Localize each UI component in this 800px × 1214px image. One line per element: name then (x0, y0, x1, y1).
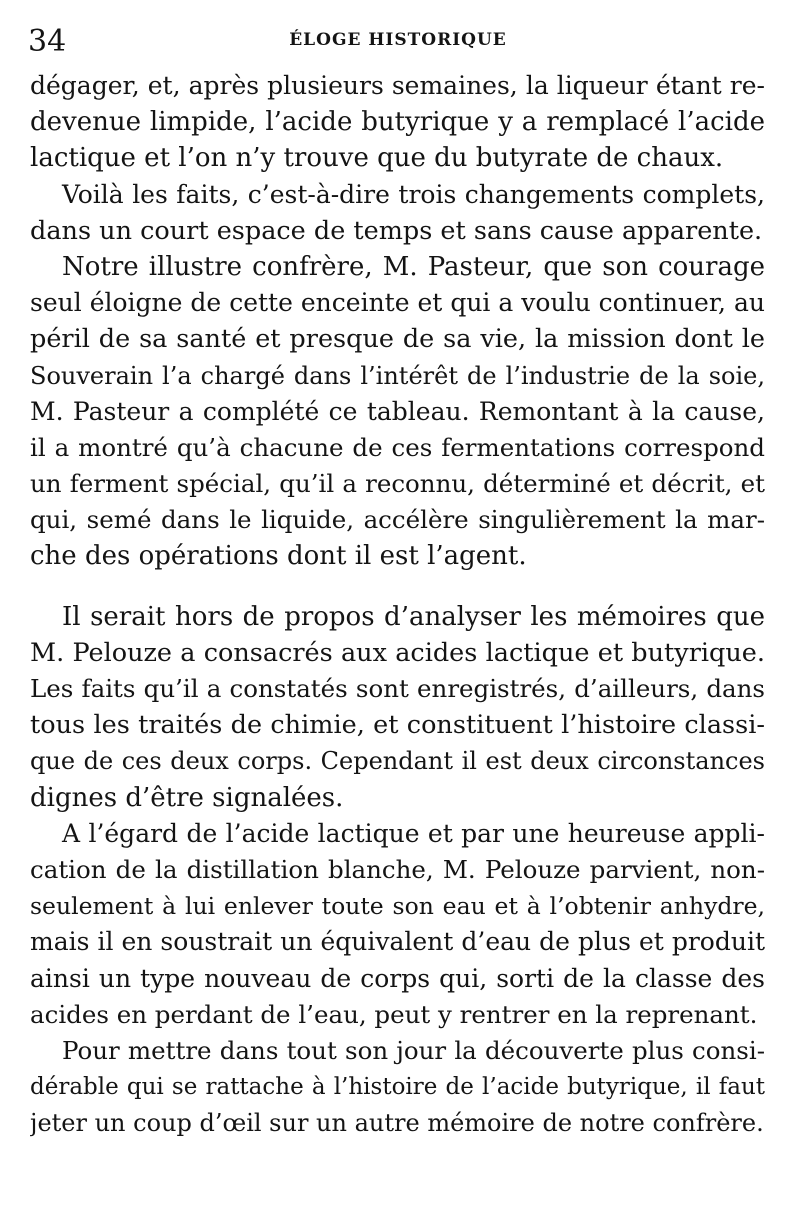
text-line: Pour mettre dans tout son jour la découverte plus consi- (62, 1035, 765, 1065)
text-line: que de ces deux corps. Cependant il est deux circonstances (30, 747, 765, 776)
text-line: seul éloigne de cette enceinte et qui a voulu continuer, au (30, 288, 765, 318)
text-line: Souverain l’a chargé dans l’intérêt de l’industrie de la soie, (30, 361, 765, 390)
text-line: péril de sa santé et presque de sa vie, la mission dont le (30, 324, 765, 355)
text-line: tous les traités de chimie, et constituent l’histoire classi- (30, 710, 765, 741)
text-line: che des opérations dont il est l’agent. (30, 541, 527, 572)
page-header (28, 22, 768, 62)
text-line: qui, semé dans le liquide, accélère singulièrement la mar- (30, 505, 765, 535)
text-line: il a montré qu’à chacune de ces fermentations correspond (30, 432, 765, 462)
paragraph (30, 816, 765, 1033)
page-number: 34 (28, 24, 67, 59)
text-line: Voilà les faits, c’est-à-dire trois changements complets, (62, 179, 765, 209)
text-line: dérable qui se rattache à l’histoire de l’acide butyrique, il faut (30, 1074, 765, 1101)
text-line: M. Pelouze a consacrés aux acides lactique et butyrique. (30, 637, 765, 668)
paragraph (30, 1033, 765, 1142)
text-line: seulement à lui enlever toute son eau et à l’obtenir anhydre, (30, 892, 765, 921)
text-line: acides en perdant de l’eau, peut y rentrer en la reprenant. (30, 999, 758, 1029)
paragraph (30, 177, 765, 249)
text-line: Les faits qu’il a constatés sont enregistrés, d’ailleurs, dans (30, 674, 765, 703)
text-line: cation de la distillation blanche, M. Pelouze parvient, non- (30, 854, 765, 884)
text-line: dans un court espace de temps et sans cause apparente. (30, 215, 763, 246)
text-line: dégager, et, après plusieurs semaines, la liqueur étant re- (30, 71, 765, 100)
text-line: lactique et l’on n’y trouve que du butyrate de chaux. (30, 143, 724, 174)
text-line: Notre illustre confrère, M. Pasteur, que son courage (62, 251, 765, 282)
text-line: jeter un coup d’œil sur un autre mémoire de notre confrère. (30, 1109, 764, 1138)
body-text (30, 68, 765, 1141)
running-title: ÉLOGE HISTORIQUE (289, 30, 507, 50)
text-line: un ferment spécial, qu’il a reconnu, déterminé et décrit, et (30, 469, 765, 499)
text-line: mais il en soustrait un équivalent d’eau de plus et produit (30, 927, 765, 957)
text-line: devenue limpide, l’acide butyrique y a remplacé l’acide (30, 107, 765, 138)
paragraph-gap (30, 575, 765, 599)
text-line: dignes d’être signalées. (30, 782, 344, 813)
paragraph (30, 249, 765, 575)
text-line: Il serait hors de propos d’analyser les mémoires que (62, 601, 765, 632)
paragraph (30, 68, 765, 177)
text-line: M. Pasteur a complété ce tableau. Remontant à la cause, (30, 396, 765, 426)
text-line: ainsi un type nouveau de corps qui, sorti de la classe des (30, 963, 765, 993)
paragraph (30, 599, 765, 816)
text-line: A l’égard de l’acide lactique et par une heureuse appli- (62, 818, 765, 848)
